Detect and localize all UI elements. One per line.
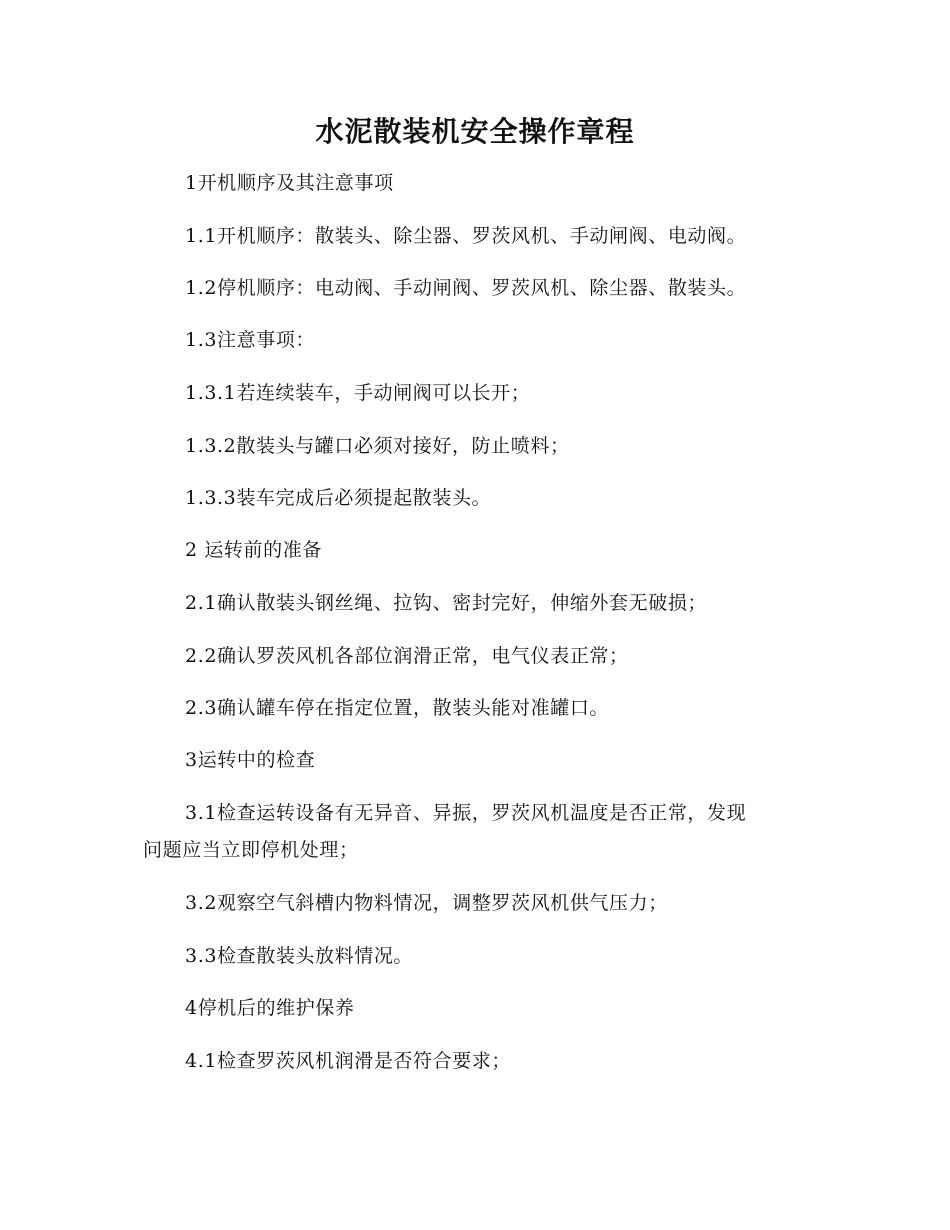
clause-1-3-1: 1.3.1若连续装车，手动闸阀可以长开； [185, 382, 531, 404]
clause-1-1: 1.1开机顺序：散装头、除尘器、罗茨风机、手动闸阀、电动阀。 [185, 225, 747, 247]
clause-1-3-3: 1.3.3装车完成后必须提起散装头。 [185, 487, 492, 509]
section-heading-2: 2 运转前的准备 [185, 539, 322, 561]
clause-2-1: 2.1确认散装头钢丝绳、拉钩、密封完好，伸缩外套无破损； [185, 592, 708, 614]
clause-2-2: 2.2确认罗茨风机各部位润滑正常，电气仪表正常； [185, 645, 629, 667]
clause-3-2: 3.2观察空气斜槽内物料情况，调整罗茨风机供气压力； [185, 892, 668, 914]
clause-1-2: 1.2停机顺序：电动阀、手动闸阀、罗茨风机、除尘器、散装头。 [185, 277, 747, 299]
section-heading-1: 1开机顺序及其注意事项 [185, 172, 394, 194]
clause-3-1: 3.1检查运转设备有无异音、异振，罗茨风机温度是否正常，发现 [185, 802, 747, 824]
clause-2-3: 2.3确认罐车停在指定位置，散装头能对准罐口。 [185, 697, 610, 719]
clause-1-3: 1.3注意事项： [185, 329, 316, 351]
clause-1-3-2: 1.3.2散装头与罐口必须对接好，防止喷料； [185, 435, 570, 457]
section-heading-4: 4停机后的维护保养 [185, 997, 355, 1019]
section-heading-3: 3运转中的检查 [185, 749, 316, 771]
clause-3-3: 3.3检查散装头放料情况。 [185, 945, 414, 967]
clause-4-1: 4.1检查罗茨风机润滑是否符合要求； [185, 1050, 512, 1072]
document-title: 水泥散装机安全操作章程 [315, 115, 635, 148]
clause-3-1-continued: 问题应当立即停机处理； [143, 839, 359, 861]
